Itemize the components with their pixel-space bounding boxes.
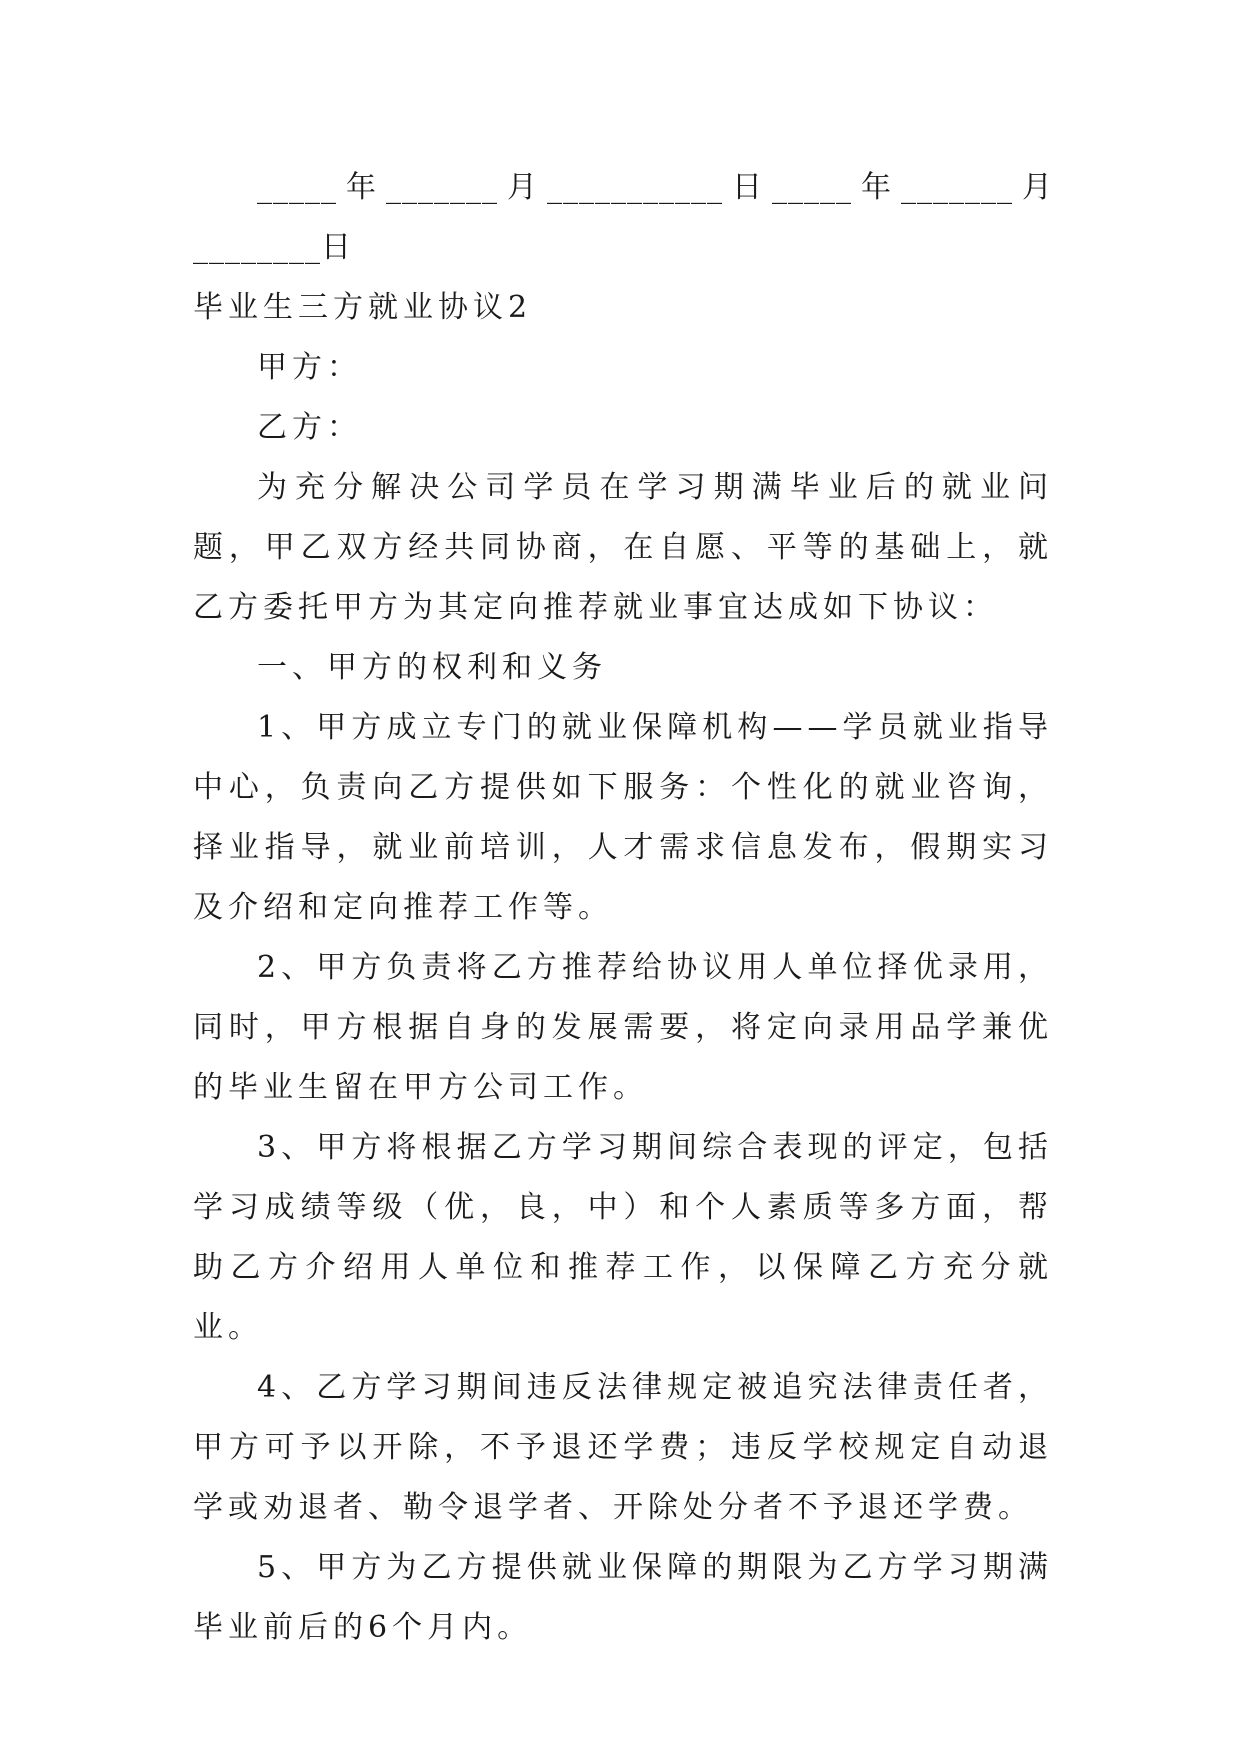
- clause-1: 1、甲方成立专门的就业保障机构——学员就业指导中心，负责向乙方提供如下服务：个性化的就业咨询，择业指导，就业前培训，人才需求信息发布，假期实习及介绍和定向推荐工作等。: [193, 710, 1053, 925]
- section-heading: 一、甲方的权利和义务: [257, 650, 607, 685]
- document-body: [193, 158, 1053, 1658]
- clause-4: 4、乙方学习期间违反法律规定被追究法律责任者，甲方可予以开除，不予退还学费；违反学校规定自动退学或劝退者、勒令退学者、开除处分者不予退还学费。: [193, 1370, 1053, 1525]
- party-a-label: 甲方：: [257, 350, 362, 385]
- party-b-label: 乙方：: [257, 410, 362, 445]
- intro-paragraph: 为充分解决公司学员在学习期满毕业后的就业问题，甲乙双方经共同协商，在自愿、平等的基础上，就乙方委托甲方为其定向推荐就业事宜达成如下协议：: [193, 470, 1053, 625]
- clause-2: 2、甲方负责将乙方推荐给协议用人单位择优录用，同时，甲方根据自身的发展需要，将定向录用品学兼优的毕业生留在甲方公司工作。: [193, 950, 1053, 1105]
- document-title: 毕业生三方就业协议2: [193, 290, 533, 325]
- signature-date-line: _____年_______月___________日_____年_______月________日: [193, 170, 1053, 265]
- clause-5: 5、甲方为乙方提供就业保障的期限为乙方学习期满毕业前后的6个月内。: [193, 1550, 1053, 1645]
- clause-3: 3、甲方将根据乙方学习期间综合表现的评定，包括学习成绩等级（优，良，中）和个人素质等多方面，帮助乙方介绍用人单位和推荐工作，以保障乙方充分就业。: [193, 1130, 1053, 1345]
